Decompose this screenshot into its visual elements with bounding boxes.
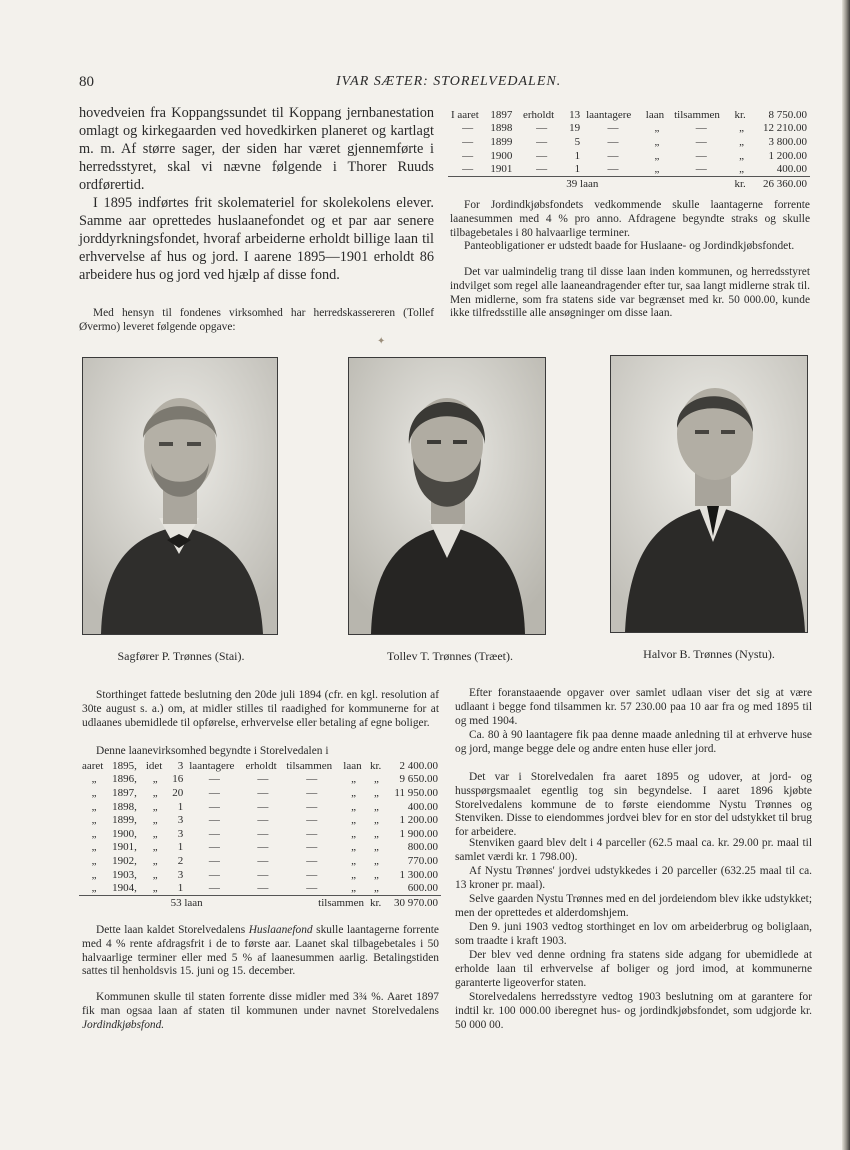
intro-paragraph-1: hovedveien fra Koppangssundet til Koppang jernbanestation omlagt og kirkegaarden ved hovedkirken planeret og kartlagt m. m. Af større sager, der siden har været gjennemførte i herredsstyret, skal vi nævne følgende i Thorer Ruuds ordførertid. [79, 105, 434, 193]
table-row [448, 108, 810, 122]
cell-kr: „ [374, 773, 379, 786]
right-paragraph-4: Stenviken gaard blev delt i 4 parceller (62.5 maal ca. kr. 29.00 pr. maal til samlet værdi kr. 1 798.00). [455, 837, 812, 863]
cell-amount: 11 950.00 [394, 786, 438, 799]
cell-f: „ [351, 841, 357, 854]
cell-a: „ [91, 786, 97, 799]
cell-b: „ [152, 814, 158, 827]
loan-table-1895 [79, 759, 441, 910]
cell-f: „ [351, 786, 357, 799]
cell-kr: „ [374, 868, 379, 881]
cell-amount: 770.00 [407, 854, 438, 867]
cell-c: — [186, 881, 242, 895]
cell-d: — [257, 786, 269, 799]
cell-d: — [257, 868, 269, 881]
cell-verb: — [536, 135, 548, 148]
cell-f: „ [351, 854, 357, 867]
cell-year: 1896, [112, 773, 137, 786]
table-row [79, 868, 441, 882]
cell-b: „ [152, 786, 158, 799]
cell-year: 1899, [112, 814, 137, 827]
loan-table-1897 [448, 108, 810, 191]
cell-count: 1 [563, 162, 583, 176]
cell-year: 1898 [490, 122, 513, 135]
right-paragraph-7: Den 9. juni 1903 vedtog storthinget en lov om arbeiderbrug og boliglaan, som traadte i kraft 1903. [455, 921, 812, 947]
cell-b: „ [143, 881, 168, 895]
cell-kr: „ [739, 122, 745, 135]
cell-e: — [306, 814, 318, 827]
cell-a: laantagere [586, 108, 632, 121]
cell-count: 3 [177, 827, 184, 840]
cell-lead: I aaret [451, 108, 479, 121]
cell-c: — [208, 814, 220, 827]
cell-c: — [208, 786, 220, 799]
cell-kr: „ [732, 162, 752, 176]
cell-c: — [208, 827, 220, 840]
cell-b: „ [643, 162, 671, 176]
cell-count: 16 [172, 773, 184, 786]
cell-count: 13 [569, 108, 581, 121]
cell-a: „ [79, 881, 109, 895]
caption-p-tronnes: Sagfører P. Trønnes (Stai). [117, 649, 245, 663]
cell-amount: 9 650.00 [399, 773, 438, 786]
cell-a: „ [91, 773, 97, 786]
cell-d: — [257, 773, 269, 786]
cell-year: 1897, [112, 786, 137, 799]
cell-d: — [242, 881, 283, 895]
cell-amount: 1 300.00 [399, 868, 438, 881]
cell-b: „ [152, 868, 158, 881]
cell-year: 1901 [487, 162, 520, 176]
cell-count: 1 [177, 800, 184, 813]
cell-kr: „ [739, 149, 745, 162]
cell-a: „ [91, 854, 97, 867]
cell-f: „ [351, 800, 357, 813]
right-paragraph-2: Ca. 80 à 90 laantagere fik paa denne maade anledning til at erhverve huse og jord, mange begge dele og andre enten huse eller jord. [455, 729, 812, 755]
cell-kr: „ [739, 135, 745, 148]
running-title: IVAR SÆTER: STORELVEDALEN. [336, 74, 562, 89]
cell-kr: „ [374, 800, 379, 813]
cell-c: — [695, 149, 707, 162]
table-total-row [79, 895, 441, 909]
cell-e: — [283, 881, 340, 895]
cell-verb: erholdt [522, 108, 555, 121]
cell-b: idet [145, 759, 163, 772]
right-paragraph-9: Storelvedalens herredsstyre vedtog 1903 beslutning om at garantere for indtil kr. 100 000.00 iberegnet hus- og jordindkjøbsfondet, som udgjorde kr. 50 000 00. [455, 991, 812, 1031]
cell-b: „ [152, 827, 158, 840]
cell-e: — [306, 800, 318, 813]
cell-e: — [306, 868, 318, 881]
cell-e: — [306, 786, 318, 799]
text-run: skulle laantagerne forrente med 4 % rente afdragsfrit i de to første aar. Laanet skal tilbagebetales i 50 halvaarlige terminer eller med 5 % af laanesummen aarlig. Betalingstiden sattes til henholdsvis 15. juni og 15. december. [82, 924, 439, 978]
cell-b: „ [152, 773, 158, 786]
cell-amount: 3 800.00 [768, 135, 807, 148]
cell-amount: 1 200.00 [768, 149, 807, 162]
cell-lead: — [462, 122, 474, 135]
scan-mark-icon: ✦ [377, 336, 386, 347]
table-row [79, 854, 441, 868]
cell-d: — [257, 814, 269, 827]
cell-e: — [306, 827, 318, 840]
cell-year: 1898, [112, 800, 137, 813]
cell-f: „ [351, 773, 357, 786]
cell-b: laan [645, 108, 665, 121]
cell-year: 1901, [112, 841, 137, 854]
intro-paragraph-2: I 1895 indførtes frit skolemateriel for skolekolens elever. Samme aar oprettedes huslaanefondet og et par aar senere jorddyrkningsfondet, hvoraf arbeiderne erholdt billige laan til erhvervelse af hus og jord. I aarene 1895—1901 erholdt 86 arbeidere hus og jord ved hjælp af disse fond. [79, 195, 434, 283]
cell-verb: — [536, 149, 548, 162]
cell-c: tilsammen [674, 108, 720, 121]
cell-year: 1904, [109, 881, 143, 895]
table-row [448, 135, 810, 149]
cell-c: — [208, 868, 220, 881]
portrait-h-tronnes [610, 355, 808, 633]
cell-d: — [257, 841, 269, 854]
table-row [448, 162, 810, 176]
cell-a: — [607, 149, 619, 162]
cell-verb: — [536, 122, 548, 135]
cell-c: — [695, 122, 707, 135]
cell-kr: „ [374, 854, 379, 867]
cell-kr: kr. [369, 759, 382, 772]
right-paragraph-5: Af Nystu Trønnes' jordvei udstykkedes i 20 parceller (632.25 maal til ca. 13 kroner pr. maal). [455, 865, 812, 891]
cell-kr: „ [374, 786, 379, 799]
cell-c: — [695, 135, 707, 148]
right-paragraph-8: Der blev ved denne ordning fra statens side adgang for ubemidlede at erholde laan til erhvervelse af boliger og jord imod, at kommunerne garanterte ligeoverfor staten. [455, 949, 812, 989]
cell-a: „ [91, 814, 97, 827]
cell-amount: 600.00 [386, 881, 441, 895]
table-row [79, 881, 441, 895]
right-paragraph-1: Efter foranstaaende opgaver over samlet udlaan viser det sig at være udlaant i begge fond tilsammen kr. 57 230.00 paa 10 aar fra og med 1895 til og med 1904. [455, 687, 812, 727]
cell-a: aaret [82, 759, 104, 772]
cell-d: — [257, 800, 269, 813]
right-top-paragraph-3: Det var ualmindelig trang til disse laan inden kommunen, og herredsstyret indvilget som regel alle laaneandragender efter tur, saa langt midlerne strak til. Men midlerne, som fra statens side var begrænset med kr. 50 000.00, kunde ikke tilfredsstille alle ansøgninger om disse laan. [450, 266, 810, 320]
cell-amount: 1 900.00 [399, 827, 438, 840]
page-number: 80 [79, 74, 94, 90]
table-total-row [448, 176, 810, 190]
cell-c: — [208, 773, 220, 786]
total-amount: 26 360.00 [763, 177, 807, 190]
portrait-t-tronnes [348, 357, 546, 635]
cell-amount: 2 400.00 [399, 759, 438, 772]
cell-count: 2 [177, 854, 184, 867]
cell-count: 19 [569, 122, 581, 135]
right-paragraph-6: Selve gaarden Nystu Trønnes med en del jordeiendom blev ikke udstykket; men der oprettedes et alderdomshjem. [455, 893, 812, 919]
cell-e: — [306, 773, 318, 786]
left-paragraph-3 [82, 924, 439, 979]
cell-b: „ [654, 149, 660, 162]
left-paragraph-4 [82, 991, 439, 1032]
cell-year: 1900 [490, 149, 513, 162]
total-kr: kr. [369, 896, 382, 909]
table-row [79, 813, 441, 827]
cell-count: 3 [177, 814, 184, 827]
cell-f: „ [340, 881, 367, 895]
cell-amount: 800.00 [407, 841, 438, 854]
right-top-paragraph-1: For Jordindkjøbsfondets vedkommende skulle laantagerne forrente laanesummen med 4 % pro anno. Afdragene begyndte straks og skulle tilbagebetales i 80 halvaarlige terminer. [450, 199, 810, 239]
table-row [448, 149, 810, 163]
cell-year: 1900, [112, 827, 137, 840]
cell-a: — [607, 135, 619, 148]
cell-year: 1897 [490, 108, 513, 121]
table-row [79, 786, 441, 800]
portrait-p-tronnes [82, 357, 278, 635]
table-row [448, 122, 810, 136]
cell-count: 3 [177, 868, 184, 881]
cell-d: — [257, 827, 269, 840]
fund-name: Huslaanefond [248, 924, 313, 936]
cell-e: tilsammen [286, 759, 333, 772]
cell-c: — [208, 854, 220, 867]
cell-c: — [208, 800, 220, 813]
cell-year: 1902, [112, 854, 137, 867]
text-run: Kommunen skulle til staten forrente disse midler med 3¾ %. Aaret 1897 fik man ogsaa laan af staten til kommunen under navnet Storelvedalens [82, 991, 439, 1017]
cell-b: „ [654, 122, 660, 135]
page-edge-shadow [842, 0, 850, 1150]
cell-b: „ [152, 841, 158, 854]
cell-a: „ [91, 841, 97, 854]
right-paragraph-3: Det var i Storelvedalen fra aaret 1895 og udover, at jord- og husspørgsmaalet egentlig tog sin begyndelse. I aaret 1896 kjøbte Storelvedalens kommune de to første eiendomme Nystu Trønnes og Stenviken. Disse to eiendommes jordvei blev for en stor del udstykket til brug for arbeidere. [455, 771, 812, 839]
cell-c: laantagere [189, 759, 235, 772]
cell-count: 1 [168, 881, 187, 895]
cell-year: 1895, [112, 759, 137, 772]
cell-lead: — [462, 135, 474, 148]
total-amount: 30 970.00 [394, 896, 438, 909]
cell-c: — [671, 162, 731, 176]
total-label: tilsammen [318, 896, 364, 909]
cell-kr: kr. [734, 108, 746, 121]
left-paragraph-1: Storthinget fattede beslutning den 20de juli 1894 (cfr. en kgl. resolution af 30te august s. a.) om, at midler stilles til raadighed for kommunerne for at udlaanes ubemidlede til opførelse, erhvervelse eller betaling af egne boliger. [82, 689, 439, 729]
cell-d: erholdt [245, 759, 277, 772]
cell-f: laan [343, 759, 362, 772]
cell-d: — [257, 854, 269, 867]
cell-f: „ [351, 814, 357, 827]
cell-year: 1899 [490, 135, 513, 148]
cell-lead: — [462, 149, 474, 162]
table-row [79, 773, 441, 787]
cell-count: 1 [177, 841, 184, 854]
cell-a: „ [91, 800, 97, 813]
cell-year: 1903, [112, 868, 137, 881]
table-row [79, 841, 441, 855]
table-row [79, 800, 441, 814]
cell-a: „ [91, 868, 97, 881]
cell-kr: „ [367, 881, 386, 895]
text-run: Dette laan kaldet Storelvedalens [96, 924, 249, 936]
right-top-paragraph-2: Panteobligationer er udstedt baade for Huslaane- og Jordindkjøbsfondet. [464, 240, 795, 252]
table-row [79, 759, 441, 773]
fund-name: Jordindkjøbsfond. [82, 1018, 165, 1031]
cell-a: — [583, 162, 643, 176]
left-paragraph-2: Denne laanevirksomhed begyndte i Storelvedalen i [96, 745, 329, 757]
cell-f: „ [351, 868, 357, 881]
cell-count: 5 [574, 135, 581, 148]
caption-t-tronnes: Tollev T. Trønnes (Træet). [387, 649, 513, 663]
cell-c: — [208, 841, 220, 854]
cell-e: — [306, 854, 318, 867]
cell-count: 1 [574, 149, 581, 162]
total-count: 39 laan [566, 177, 599, 190]
cell-b: „ [152, 800, 158, 813]
cell-f: „ [351, 827, 357, 840]
cell-kr: „ [374, 841, 379, 854]
cell-amount: 8 750.00 [768, 108, 807, 121]
intro-paragraph-3: Med hensyn til fondenes virksomhed har herredskassereren (Tollef Øvermo) leveret følgende opgave: [79, 307, 434, 333]
cell-verb: — [520, 162, 563, 176]
cell-count: 20 [172, 786, 184, 799]
cell-kr: „ [374, 827, 379, 840]
cell-b: „ [152, 854, 158, 867]
cell-amount: 1 200.00 [399, 814, 438, 827]
cell-a: „ [91, 827, 97, 840]
total-count: 53 laan [170, 896, 203, 909]
cell-kr: „ [374, 814, 379, 827]
cell-e: — [306, 841, 318, 854]
cell-lead: — [448, 162, 487, 176]
table-row [79, 827, 441, 841]
cell-b: „ [654, 135, 660, 148]
total-kr: kr. [734, 177, 746, 190]
caption-h-tronnes: Halvor B. Trønnes (Nystu). [643, 647, 775, 661]
cell-count: 3 [177, 759, 184, 772]
cell-a: — [607, 122, 619, 135]
cell-amount: 12 210.00 [763, 122, 807, 135]
cell-amount: 400.00 [752, 162, 810, 176]
cell-amount: 400.00 [407, 800, 438, 813]
